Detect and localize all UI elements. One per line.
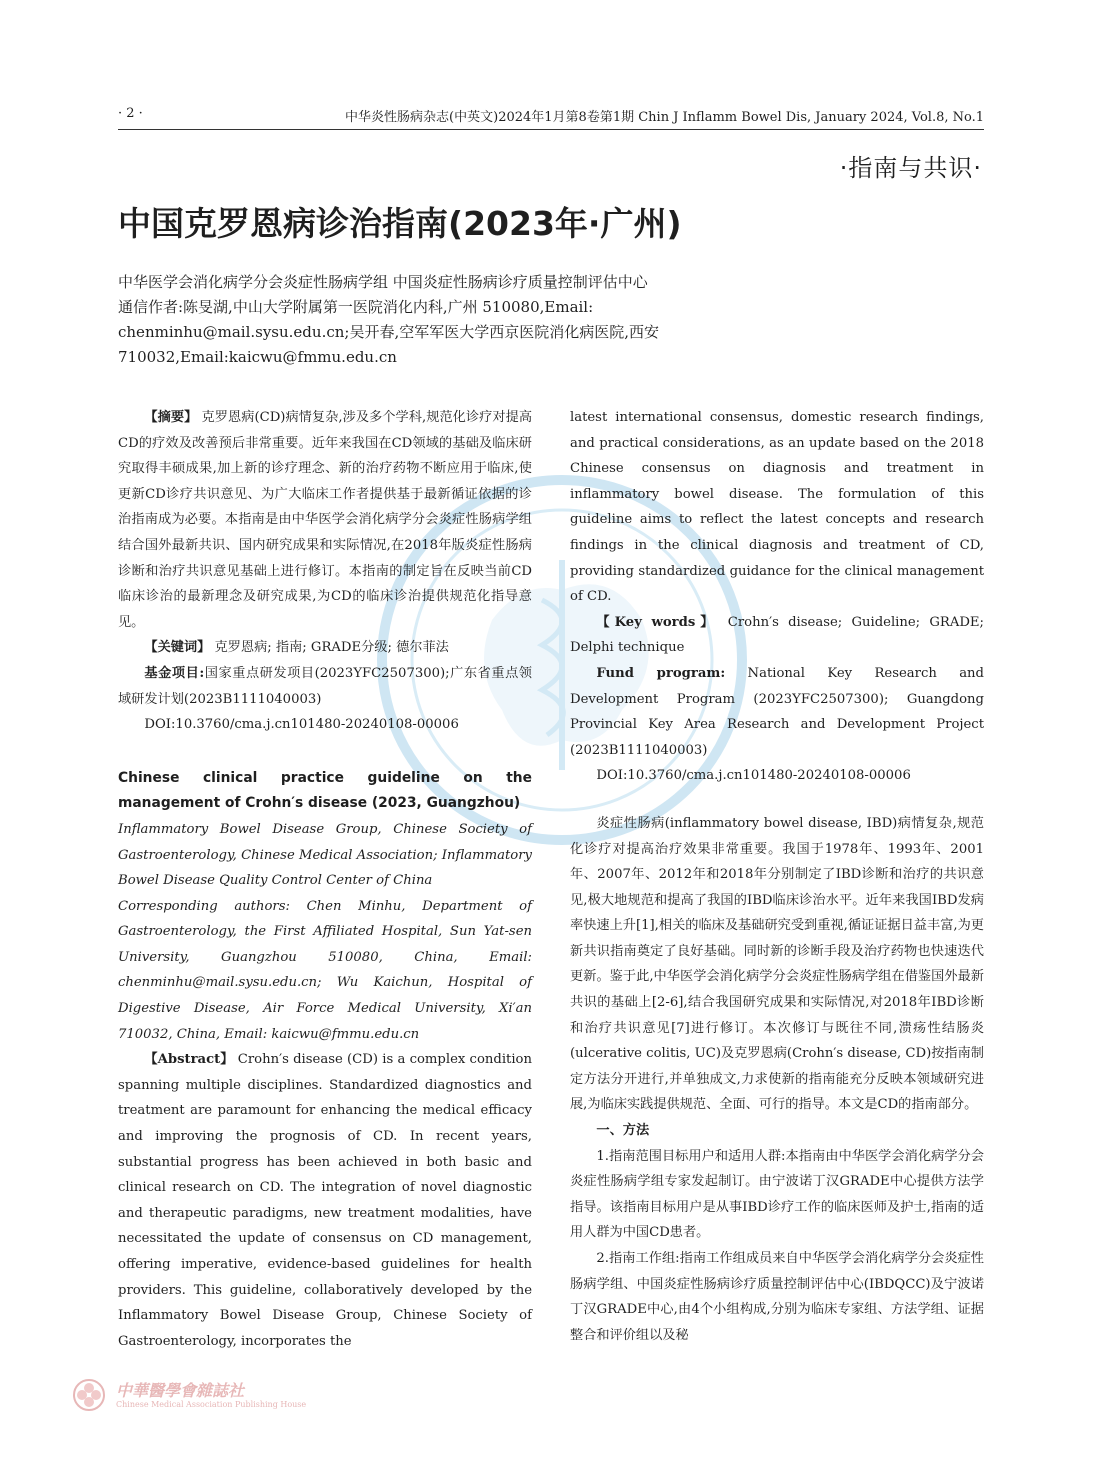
english-groups: Inflammatory Bowel Disease Group, Chinese Society of Gastroenterology, Chinese Medical Association; Inflammatory Bowel Disease Quality Control Center of China [118,821,532,889]
body-intro: 炎症性肠病(inflammatory bowel disease, IBD)病情复杂,规范化诊疗对提高治疗效果非常重要。我国于1978年、1993年、2001年、2007年、2012年和2018年分别制定了IBD诊断和治疗的共识意见,极大地规范和提高了我国的IBD临床诊治水平。近年来我国IBD发病率快速上升[1],相关的临床及基础研究受到重视,循证证据日益丰富,为更新共识指南奠定了良好基础。同时新的诊断手段及治疗药物也快速迭代更新。鉴于此,中华医学会消化病学分会炎症性肠病学组在借鉴国外最新共识的基础上[2-6],结合我国研究成果和实际情况,对2018年IBD诊断和治疗共识意见[7]进行修订。本次修订与既往不同,溃疡性结肠炎(ulcerative colitis, UC)及克罗恩病(Crohn′s disease, CD)按指南制定方法分开进行,并单独成文,力求使新的指南能充分反映本领域研究进展,为临床实践提供规范、全面、可行的指导。本文是CD的指南部分。 [570,815,984,1113]
page-number: · 2 · [118,106,143,121]
english-title: Chinese clinical practice guideline on the management of Crohn′s disease (2023, Guangzhou) [118,769,532,812]
fund-cn-label: 基金项目: [144,665,205,681]
header-rule [118,129,984,130]
publisher-name-en: Chinese Medical Association Publishing House [116,1400,307,1409]
body-paragraph-2: 2.指南工作组:指南工作组成员来自中华医学会消化病学分会炎症性肠病学组、中国炎症性肠病诊疗质量控制评估中心(IBDQCC)及宁波诺丁汉GRADE中心,由4个小组构成,分别为临床专家组、方法学组、证据整合和评价组以及秘 [570,1251,984,1343]
keywords-en-label: 【Key words】 [596,614,719,630]
doi-en: DOI:10.3760/cma.j.cn101480-20240108-00006 [596,768,911,784]
abstract-en [118,1047,532,1354]
left-column [118,405,532,1354]
corresponding-line-3: 710032,Email:kaicwu@fmmu.edu.cn [118,348,397,366]
english-corresponding: Corresponding authors: Chen Minhu, Department of Gastroenterology, the First Affiliated Hospital, Sun Yat-sen University, Guangzhou 510080, China, Email: chenminhu@mail.sysu.edu.cn; Wu Kaichun, Hospital of Digestive Disease, Air Force Medical University, Xi′an 710032, China, Email: kaicwu@fmmu.edu.cn [118,898,532,1042]
keywords-cn [118,635,532,661]
fund-en-label: Fund program: [596,665,726,681]
keywords-en [570,610,984,661]
corresponding-line-1: 通信作者:陈旻湖,中山大学附属第一医院消化内科,广州 510080,Email: [118,298,594,316]
abstract-en-label: 【Abstract】 [144,1052,234,1068]
keywords-cn-text: 克罗恩病; 指南; GRADE分级; 德尔菲法 [210,640,449,656]
abstract-en-continued: latest international consensus, domestic research findings, and practical considerations, as an update based on the 2018 Chinese consensus on diagnosis and treatment in inflammatory bowel disease. The formulation of this guideline aims to reflect the latest concepts and research findings in the clinical diagnosis and treatment of CD, providing standardized guidance for the clinical management of CD. [570,410,984,605]
author-block [118,270,818,370]
abstract-cn-text: 克罗恩病(CD)病情复杂,涉及多个学科,规范化诊疗对提高CD的疗效及改善预后非常重要。近年来我国在CD领域的基础及临床研究取得丰硕成果,加上新的诊疗理念、新的治疗药物不断应用于临床,使更新CD诊疗共识意见、为广大临床工作者提供基于最新循证依据的诊治指南成为必要。本指南是由中华医学会消化病学分会炎症性肠病学组结合国外最新共识、国内研究成果和实际情况,在2018年版炎症性肠病诊断和治疗共识意见基础上进行修订。本指南的制定旨在反映当前CD临床诊治的最新理念及研究成果,为CD的临床诊治提供规范化指导意见。 [118,410,533,630]
author-groups: 中华医学会消化病学分会炎症性肠病学组 中国炎症性肠病诊疗质量控制评估中心 [118,273,648,291]
abstract-cn-label: 【摘要】 [144,410,198,425]
abstract-en-text: Crohn′s disease (CD) is a complex condition spanning multiple disciplines. Standardized diagnostics and treatment are paramount for enhancing the medical efficacy and improving the prognosis of CD. In recent years, substantial progress has been achieved in both basic and clinical research on CD. The integration of novel diagnostic and therapeutic paradigms, new treatment modalities, have necessitated the update of consensus on CD management, offering imperative, evidence-based guidelines for health providers. This guideline, collaboratively developed by the Inflammatory Bowel Disease Group, Chinese Society of Gastroenterology, incorporates the [118,1052,532,1349]
section-heading-methods: 一、方法 [596,1123,650,1139]
fund-cn [118,661,532,712]
fund-cn-text: 国家重点研发项目(2023YFC2507300);广东省重点领域研发计划(2023B1111040003) [118,665,532,707]
publisher-name: 中華醫學會雜誌社 [116,1381,245,1400]
section-tag: ·指南与共识· [839,154,982,182]
journal-citation: 中华炎性肠病杂志(中英文)2024年1月第8卷第1期 Chin J Inflamm Bowel Dis, January 2024, Vol.8, No.1 [345,110,984,125]
body-paragraph-1: 1.指南范围目标用户和适用人群:本指南由中华医学会消化病学分会炎症性肠病学组专家发起制订。由宁波诺丁汉GRADE中心提供方法学指导。该指南目标用户是从事IBD诊疗工作的临床医师及护士,指南的适用人群为中国CD患者。 [570,1148,984,1241]
fund-en [570,661,984,763]
spacer [570,789,984,811]
keywords-en-text: Crohn′s disease; Guideline; GRADE; Delphi technique [570,614,984,656]
running-header [118,106,984,128]
keywords-cn-label: 【关键词】 [144,640,211,656]
doi-cn: DOI:10.3760/cma.j.cn101480-20240108-00006 [144,717,459,733]
article-title: 中国克罗恩病诊治指南(2023年·广州) [118,204,682,243]
fund-en-text: National Key Research and Development Program (2023YFC2507300); Guangdong Provincial Key Area Research and Development Project (2023B1111040003) [570,665,984,758]
cma-logo-icon [72,1378,492,1418]
right-column [570,405,984,1348]
abstract-cn [118,405,532,635]
corresponding-line-2: chenminhu@mail.sysu.edu.cn;吴开春,空军军医大学西京医院消化病医院,西安 [118,323,659,341]
flower-logo-icon [72,1378,106,1412]
